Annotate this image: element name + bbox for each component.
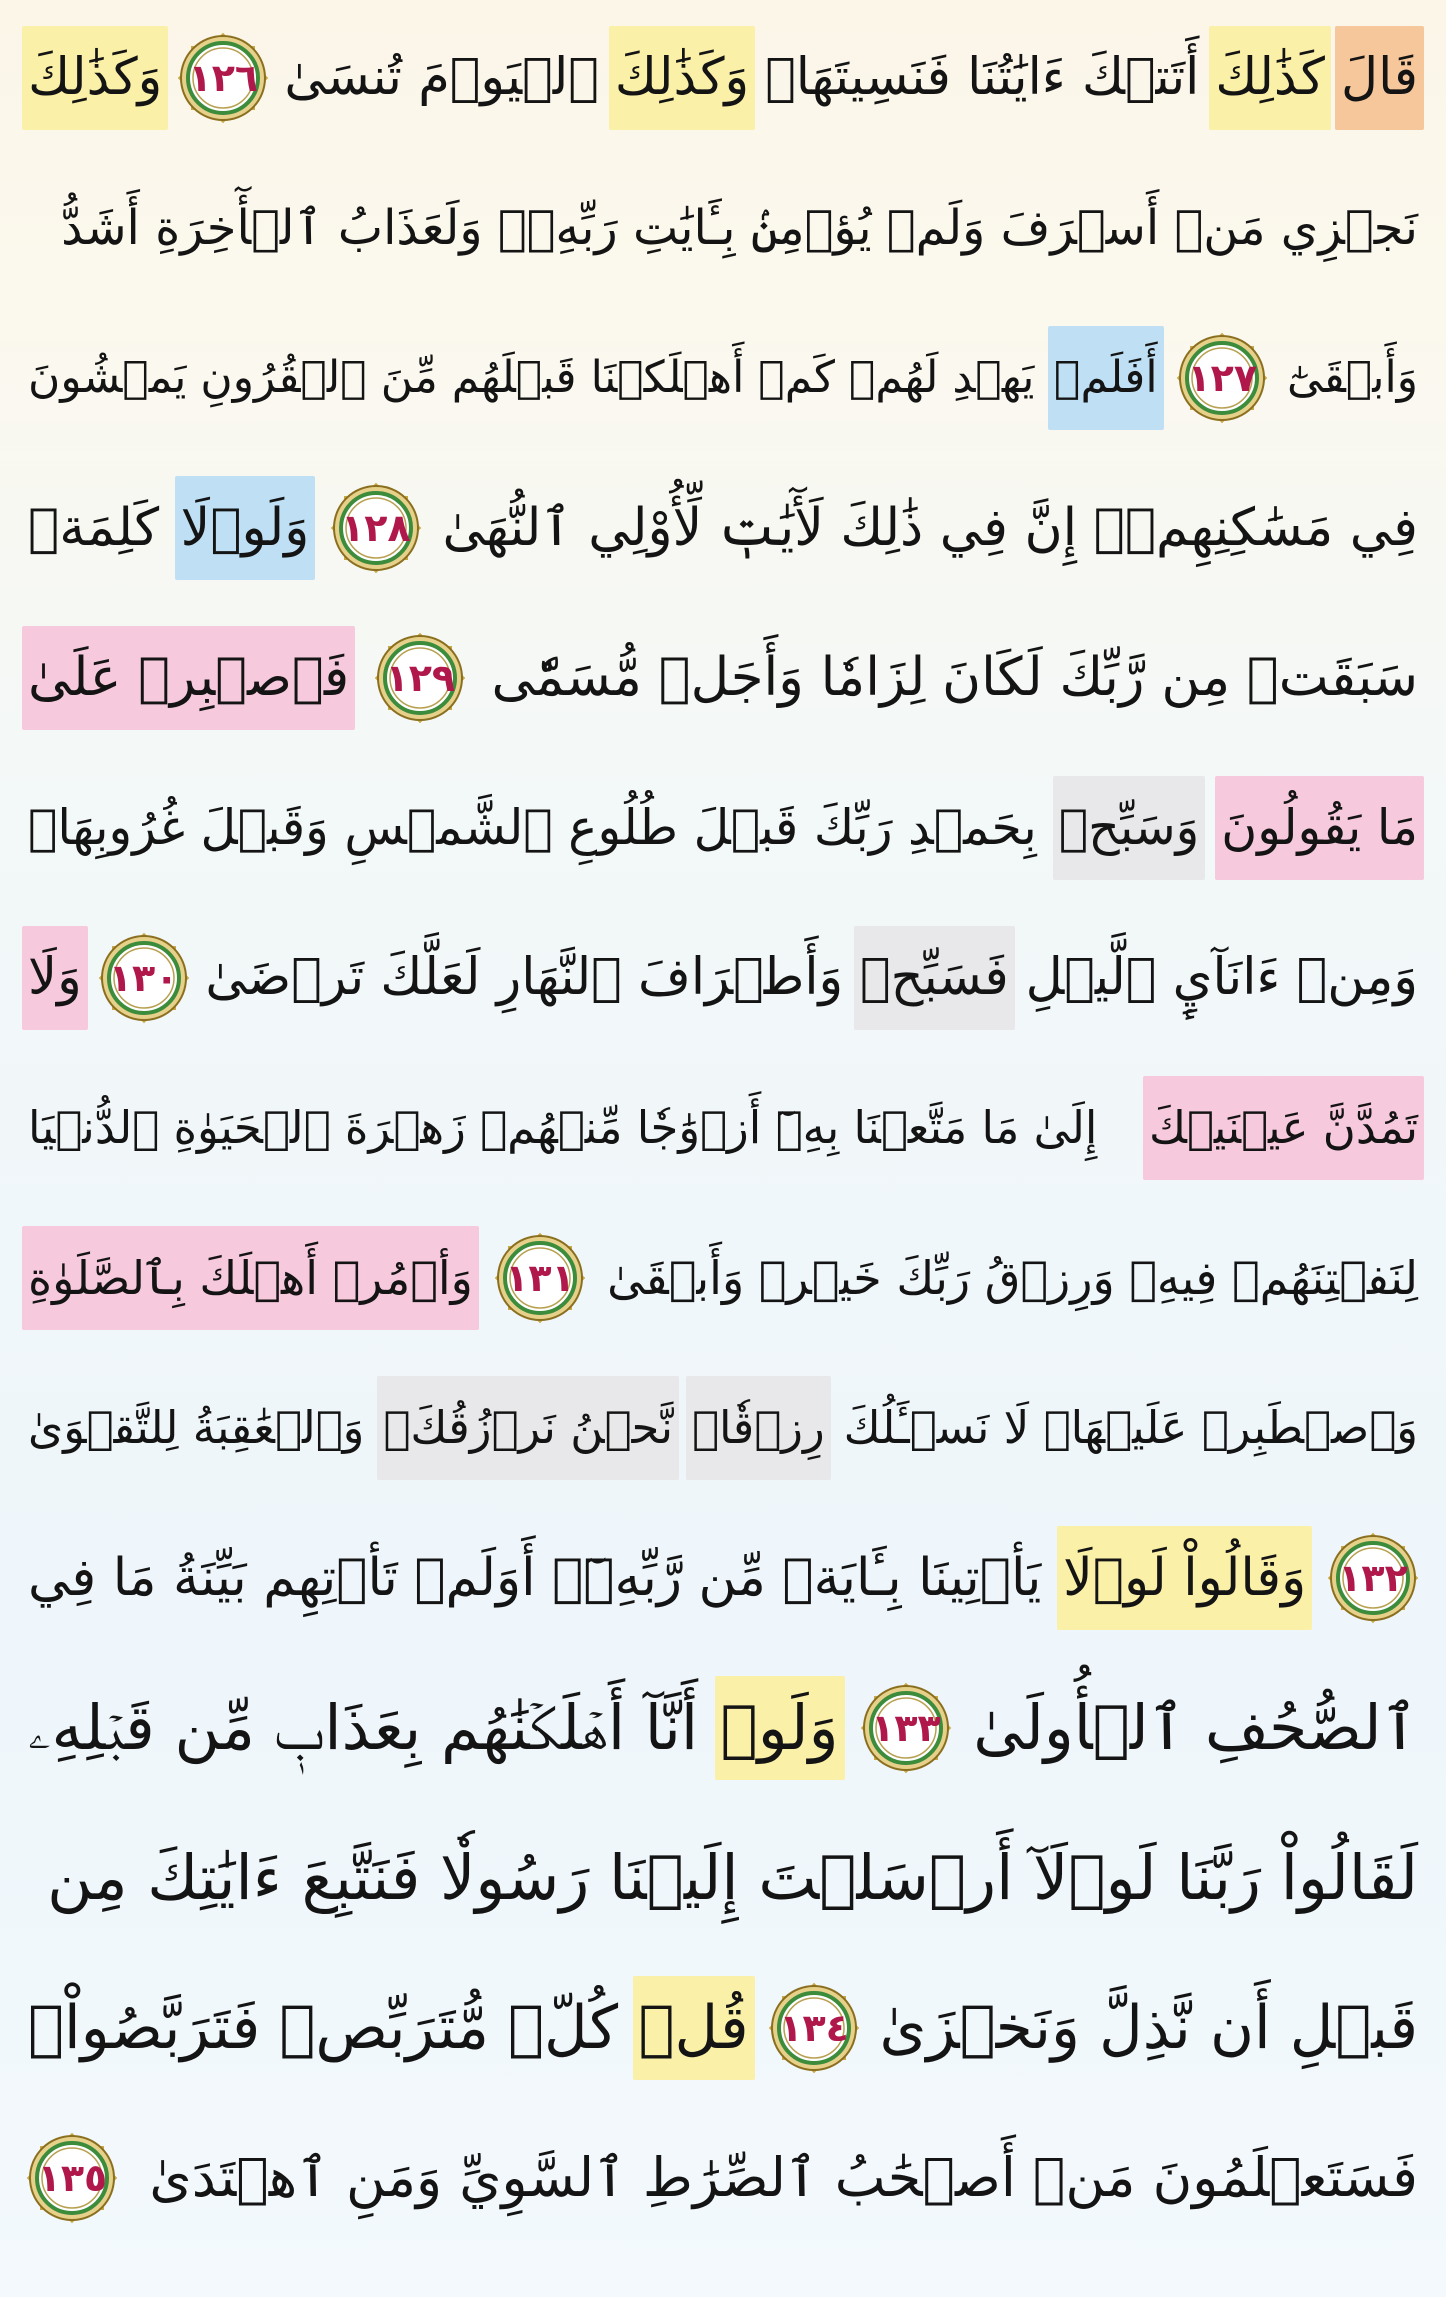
verse-number: ١٣٣	[871, 1706, 941, 1750]
verse-number: ١٢٩	[385, 656, 456, 700]
verse-text: كَلِمَةٞ	[28, 498, 160, 558]
text-line-1	[22, 22, 1424, 134]
text-line-11	[22, 1522, 1424, 1634]
highlighted-word: وَلَا	[22, 926, 88, 1030]
verse-text: أَنَّآ أَهۡلَكۡنَٰهُم بِعَذَابٖ مِّن قَبۡلِهِۦ	[28, 1691, 699, 1764]
verse-number: ١٣٢	[1338, 1556, 1408, 1600]
verse-number-marker	[1322, 1527, 1424, 1629]
highlighted-word: وَسَبِّحۡ	[1053, 776, 1206, 880]
verse-text: فَسَتَعۡلَمُونَ مَنۡ أَصۡحَٰبُ ٱلصِّرَٰطِ ٱلسَّوِيِّ وَمَنِ ٱهۡتَدَىٰ	[149, 2146, 1418, 2209]
verse-number-marker	[855, 1677, 957, 1779]
verse-text: يَأۡتِينَا بِـَٔايَةٖ مِّن رَّبِّهِۦٓۚ أَوَلَمۡ تَأۡتِهِم بَيِّنَةُ مَا فِي	[28, 1548, 1042, 1608]
verse-text: إِلَىٰ مَا مَتَّعۡنَا بِهِۦٓ أَزۡوَٰجٗا مِّنۡهُمۡ زَهۡرَةَ ٱلۡحَيَوٰةِ ٱلدُّنۡيَا	[28, 1101, 1098, 1154]
verse-number: ١٢٦	[188, 56, 259, 100]
highlighted-word: وَأۡمُرۡ أَهۡلَكَ بِٱلصَّلَوٰةِ	[22, 1226, 479, 1330]
highlighted-word: نَّحۡنُ نَرۡزُقُكَۗ	[377, 1376, 679, 1480]
highlighted-word: وَلَوۡلَا	[175, 476, 316, 580]
verse-number-marker	[369, 627, 471, 729]
verse-text: لِنَفۡتِنَهُمۡ فِيهِۚ وَرِزۡقُ رَبِّكَ خَيۡرٞ وَأَبۡقَىٰ	[607, 1251, 1418, 1305]
verse-number: ١٢٧	[1187, 356, 1258, 400]
verse-text: ٱلصُّحُفِ ٱلۡأُولَىٰ	[973, 1691, 1418, 1764]
text-line-2	[22, 172, 1424, 284]
verse-number: ١٣٤	[779, 2006, 849, 2050]
verse-text: وَٱلۡعَٰقِبَةُ لِلتَّقۡوَىٰ	[28, 1401, 365, 1454]
text-line-4	[22, 472, 1424, 584]
verse-number: ١٢٨	[341, 506, 411, 550]
highlighted-word: مَا يَقُولُونَ	[1215, 776, 1424, 880]
text-line-7	[22, 922, 1424, 1034]
verse-text: وَٱصۡطَبِرۡ عَلَيۡهَاۖ لَا نَسۡـَٔلُكَ	[843, 1401, 1418, 1454]
highlighted-word: رِزۡقٗاۖ	[686, 1376, 831, 1480]
text-line-3	[22, 322, 1424, 434]
highlighted-word: أَفَلَمۡ	[1048, 326, 1164, 430]
text-line-12	[22, 1672, 1424, 1784]
highlighted-word: قُلۡ	[633, 1976, 755, 2080]
verse-number-marker	[1171, 327, 1273, 429]
highlighted-word: وَقَالُواْ لَوۡلَا	[1057, 1526, 1312, 1630]
text-line-8	[22, 1072, 1424, 1184]
text-line-6	[22, 772, 1424, 884]
verse-text: وَمِنۡ ءَانَآيِٕ ٱلَّيۡلِ	[1025, 948, 1418, 1007]
verse-text: ٱلۡيَوۡمَ تُنسَىٰ	[284, 48, 599, 107]
verse-text: سَبَقَتۡ مِن رَّبِّكَ لَكَانَ لِزَامٗا وَأَجَلٞ مُّسَمّٗى	[491, 647, 1418, 708]
highlighted-word: فَسَبِّحۡ	[854, 926, 1015, 1030]
text-line-14	[22, 1972, 1424, 2084]
highlighted-word: وَكَذَٰلِكَ	[609, 26, 755, 130]
verse-text: لَقَالُواْ رَبَّنَا لَوۡلَآ أَرۡسَلۡتَ إِلَيۡنَا رَسُولٗا فَنَتَّبِعَ ءَايَٰتِكَ مِن	[47, 1841, 1418, 1914]
verse-text: فِي مَسَٰكِنِهِمۡۚ إِنَّ فِي ذَٰلِكَ لَأٓيَٰتٖ لِّأُوْلِي ٱلنُّهَىٰ	[442, 498, 1418, 558]
highlighted-word: فَٱصۡبِرۡ عَلَىٰ	[22, 626, 355, 730]
verse-text: يَهۡدِ لَهُمۡ كَمۡ أَهۡلَكۡنَا قَبۡلَهُم مِّنَ ٱلۡقُرُونِ يَمۡشُونَ	[28, 352, 1035, 403]
highlighted-word: كَذَٰلِكَ	[1209, 26, 1331, 130]
verse-text: كُلّٞ مُّتَرَبِّصٞ فَتَرَبَّصُواْۖ	[28, 1993, 619, 2063]
verse-text: قَبۡلِ أَن نَّذِلَّ وَنَخۡزَىٰ	[879, 1993, 1418, 2063]
verse-number-marker	[93, 927, 195, 1029]
verse-number: ١٣٠	[108, 956, 179, 1000]
highlighted-word: وَكَذَٰلِكَ	[22, 26, 168, 130]
text-line-10	[22, 1372, 1424, 1484]
verse-number-marker	[172, 27, 274, 129]
verse-text: بِحَمۡدِ رَبِّكَ قَبۡلَ طُلُوعِ ٱلشَّمۡسِ وَقَبۡلَ غُرُوبِهَاۖ	[28, 799, 1037, 856]
verse-text: وَأَطۡرَافَ ٱلنَّهَارِ لَعَلَّكَ تَرۡضَىٰ	[205, 948, 844, 1007]
text-line-9	[22, 1222, 1424, 1334]
verse-number: ١٣١	[505, 1256, 575, 1300]
verse-number-marker	[489, 1227, 591, 1329]
verse-number: ١٣٥	[37, 2156, 108, 2200]
verse-text: أَتَتۡكَ ءَايَٰتُنَا فَنَسِيتَهَاۖ	[765, 48, 1200, 107]
verse-number-marker	[763, 1977, 865, 2079]
highlighted-word: تَمُدَّنَّ عَيۡنَيۡكَ	[1143, 1076, 1424, 1180]
text-line-15	[22, 2122, 1424, 2234]
text-line-13	[22, 1822, 1424, 1934]
text-line-5	[22, 622, 1424, 734]
highlighted-word: قَالَ	[1335, 26, 1424, 130]
verse-number-marker	[21, 2127, 123, 2229]
verse-text: نَجۡزِي مَنۡ أَسۡرَفَ وَلَمۡ يُؤۡمِنۢ بِـَٔايَٰتِ رَبِّهِۦۚ وَلَعَذَابُ ٱلۡأٓخِرَةِ أَشَدُّ	[61, 200, 1418, 256]
verse-text: وَأَبۡقَىٰٓ	[1286, 352, 1418, 403]
highlighted-word: وَلَوۡ	[715, 1676, 845, 1780]
verse-number-marker	[325, 477, 427, 579]
